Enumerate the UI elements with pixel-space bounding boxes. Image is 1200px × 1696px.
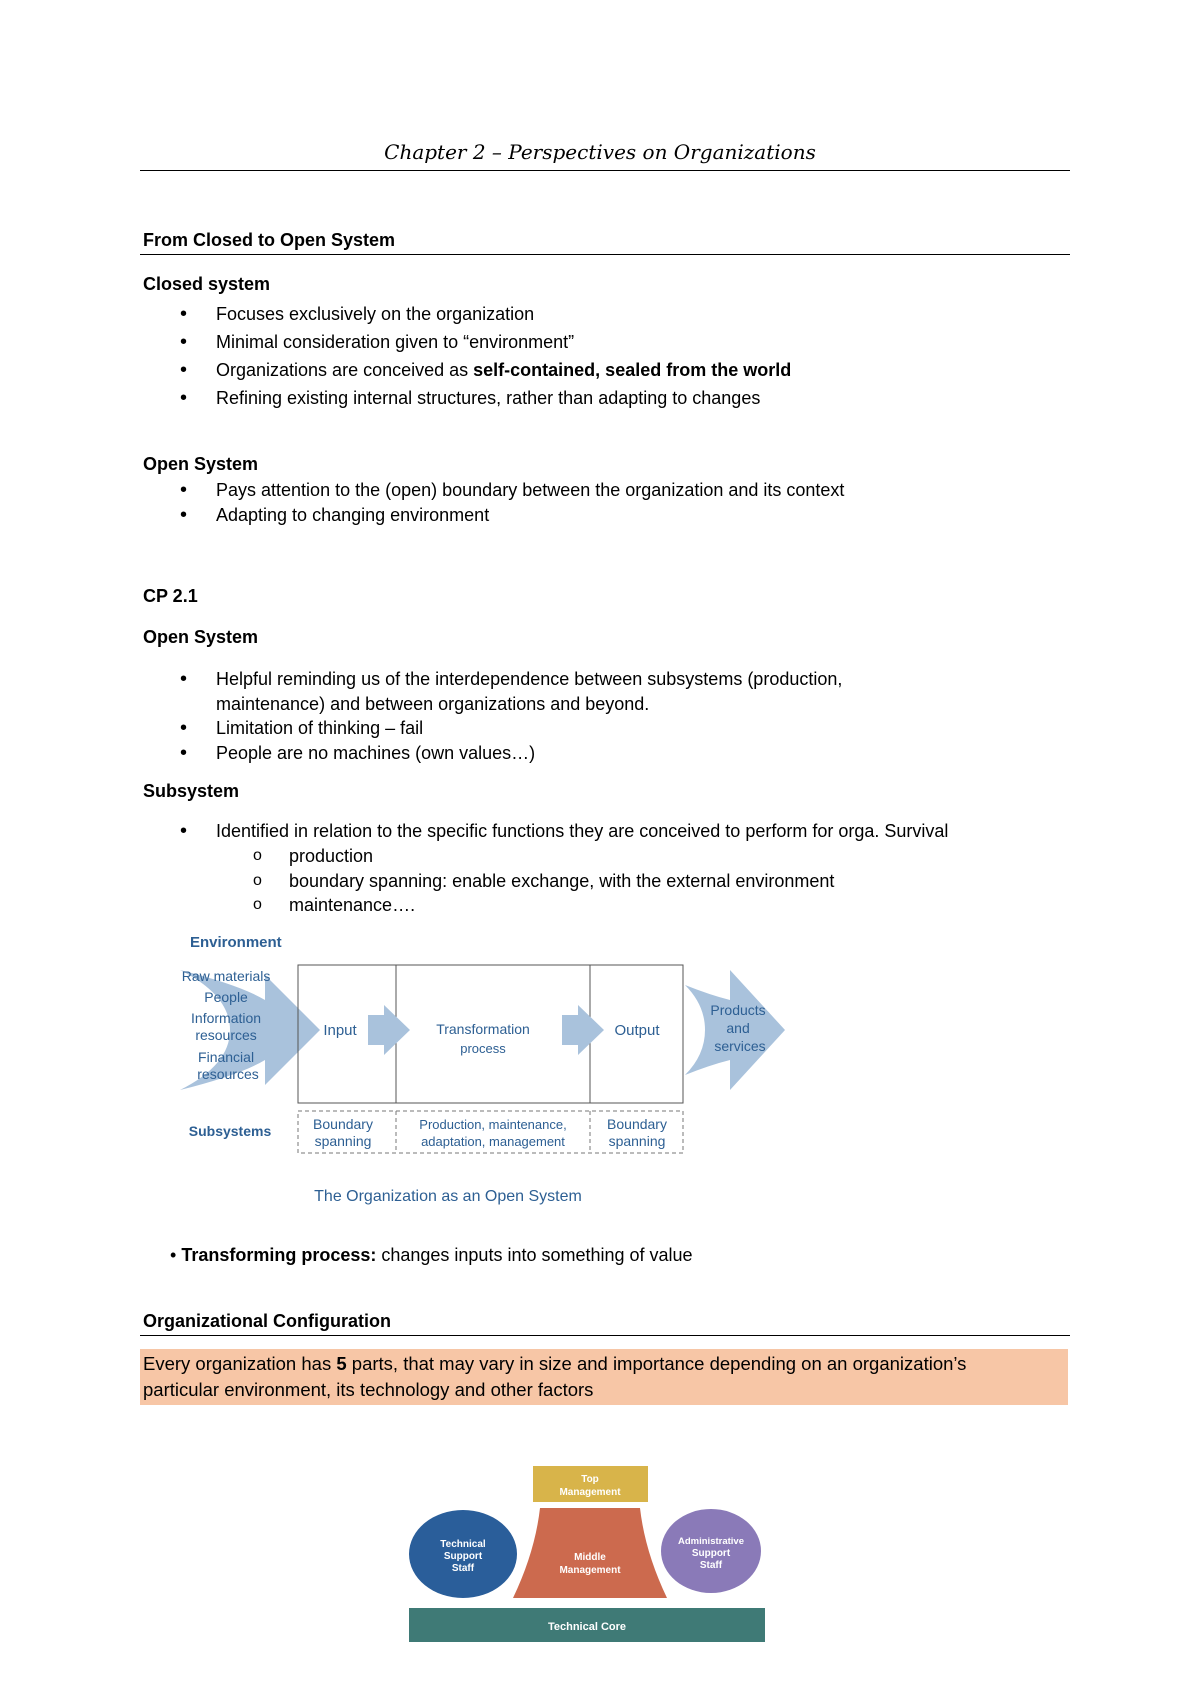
cp-open-system-label: Open System: [143, 627, 259, 647]
list-item-text: maintenance) and between organizations and beyond.: [216, 693, 650, 714]
technical-core-label: Technical Core: [547, 1621, 627, 1633]
closed-system-label: Closed system: [143, 274, 271, 294]
sub-boundary-1: Boundary: [313, 1116, 373, 1132]
list-item: • Refining existing internal structures, rather than adapting to changes: [180, 384, 791, 412]
output-item: services: [714, 1038, 766, 1054]
list-item: • Limitation of thinking – fail: [180, 716, 842, 741]
tech-support-label-2: Support: [443, 1551, 483, 1562]
top-management-label: Top: [581, 1474, 599, 1485]
list-item: [180, 356, 791, 384]
sub-boundary-2: Boundary: [607, 1116, 667, 1132]
list-item: • Minimal consideration given to “environment”: [180, 328, 791, 356]
list-item: • Identified in relation to the specific functions they are conceived to perform for orga. Survival: [180, 820, 948, 842]
highlight-line-1: [143, 1351, 966, 1377]
open-system-diagram: [170, 925, 810, 1215]
closed-system-list: [180, 300, 791, 412]
highlight-number: 5: [336, 1353, 347, 1374]
admin-support-label-3: Staff: [699, 1560, 723, 1571]
open-system-list: [180, 478, 844, 528]
environment-label: Environment: [190, 934, 282, 951]
input-item: Raw materials: [181, 968, 271, 984]
admin-support-label-2: Support: [691, 1548, 731, 1559]
stage-output: Output: [614, 1022, 660, 1039]
cp-label: CP 2.1: [143, 586, 198, 606]
sub-boundary-2b: spanning: [608, 1133, 666, 1149]
subsystem-sublist: [253, 844, 834, 918]
sub-production-2: adaptation, management: [421, 1134, 565, 1149]
arrow-icon: [368, 1005, 410, 1055]
section-rule: [140, 254, 1070, 255]
tech-support-label: Technical: [440, 1539, 486, 1550]
transform-note-bold: Transforming process:: [181, 1245, 377, 1265]
output-item: Products: [710, 1002, 766, 1018]
top-management-label-2: Management: [559, 1487, 621, 1498]
page-title: Chapter 2 – Perspectives on Organizations: [384, 140, 816, 164]
input-item: People: [204, 989, 248, 1005]
input-item: resources: [197, 1066, 259, 1082]
admin-support-label: Administrative: [678, 1536, 744, 1547]
sub-list-item: o production: [253, 844, 834, 869]
section-rule: [140, 1335, 1070, 1336]
subsystem-list: [180, 820, 948, 842]
list-item-bold: self-contained, sealed from the world: [473, 360, 792, 380]
open-system-label: Open System: [143, 454, 259, 474]
stage-input: Input: [323, 1022, 357, 1039]
list-item: • Focuses exclusively on the organization: [180, 300, 791, 328]
bullet-icon: •: [170, 1245, 182, 1265]
sub-list-item: o boundary spanning: enable exchange, with the external environment: [253, 869, 834, 894]
output-item: and: [726, 1020, 750, 1036]
section-heading-configuration: Organizational Configuration: [143, 1311, 391, 1331]
input-item: Information: [191, 1010, 262, 1026]
org-configuration-diagram: [405, 1462, 780, 1647]
subsystems-label: Subsystems: [188, 1123, 272, 1139]
list-item: • Adapting to changing environment: [180, 503, 844, 528]
stage-transform-2: process: [460, 1041, 506, 1056]
highlight-text: Every organization has: [143, 1353, 337, 1374]
figure-caption: The Organization as an Open System: [314, 1188, 582, 1205]
stage-transform: Transformation: [436, 1021, 530, 1037]
input-item: resources: [195, 1027, 257, 1043]
sub-production: Production, maintenance,: [419, 1117, 567, 1132]
input-item: Financial: [198, 1049, 255, 1065]
list-item: • Pays attention to the (open) boundary between the organization and its context: [180, 478, 844, 503]
tech-support-label-3: Staff: [451, 1563, 475, 1574]
middle-management-label-2: Management: [559, 1565, 621, 1576]
list-item-continuation: [180, 692, 842, 717]
sub-boundary-1b: spanning: [314, 1133, 372, 1149]
header-rule: [140, 170, 1070, 171]
highlight-box: [140, 1349, 1068, 1405]
transform-note: [170, 1244, 693, 1266]
cp-open-system-list: [180, 667, 842, 765]
highlight-text: parts, that may vary in size and importance depending on an organization’s: [346, 1353, 967, 1374]
list-item: • People are no machines (own values…): [180, 741, 842, 766]
transform-note-text: changes inputs into something of value: [376, 1245, 693, 1265]
middle-management-label: Middle: [574, 1552, 606, 1563]
subsystem-label: Subsystem: [143, 781, 240, 801]
sub-list-item: o maintenance….: [253, 893, 834, 918]
arrow-icon: [562, 1005, 604, 1055]
highlight-line-2: particular environment, its technology and other factors: [143, 1379, 594, 1400]
list-item-text: Organizations are conceived as: [216, 360, 474, 380]
list-item: • Helpful reminding us of the interdependence between subsystems (production,: [180, 667, 842, 692]
section-heading-closed-open: From Closed to Open System: [143, 230, 396, 250]
